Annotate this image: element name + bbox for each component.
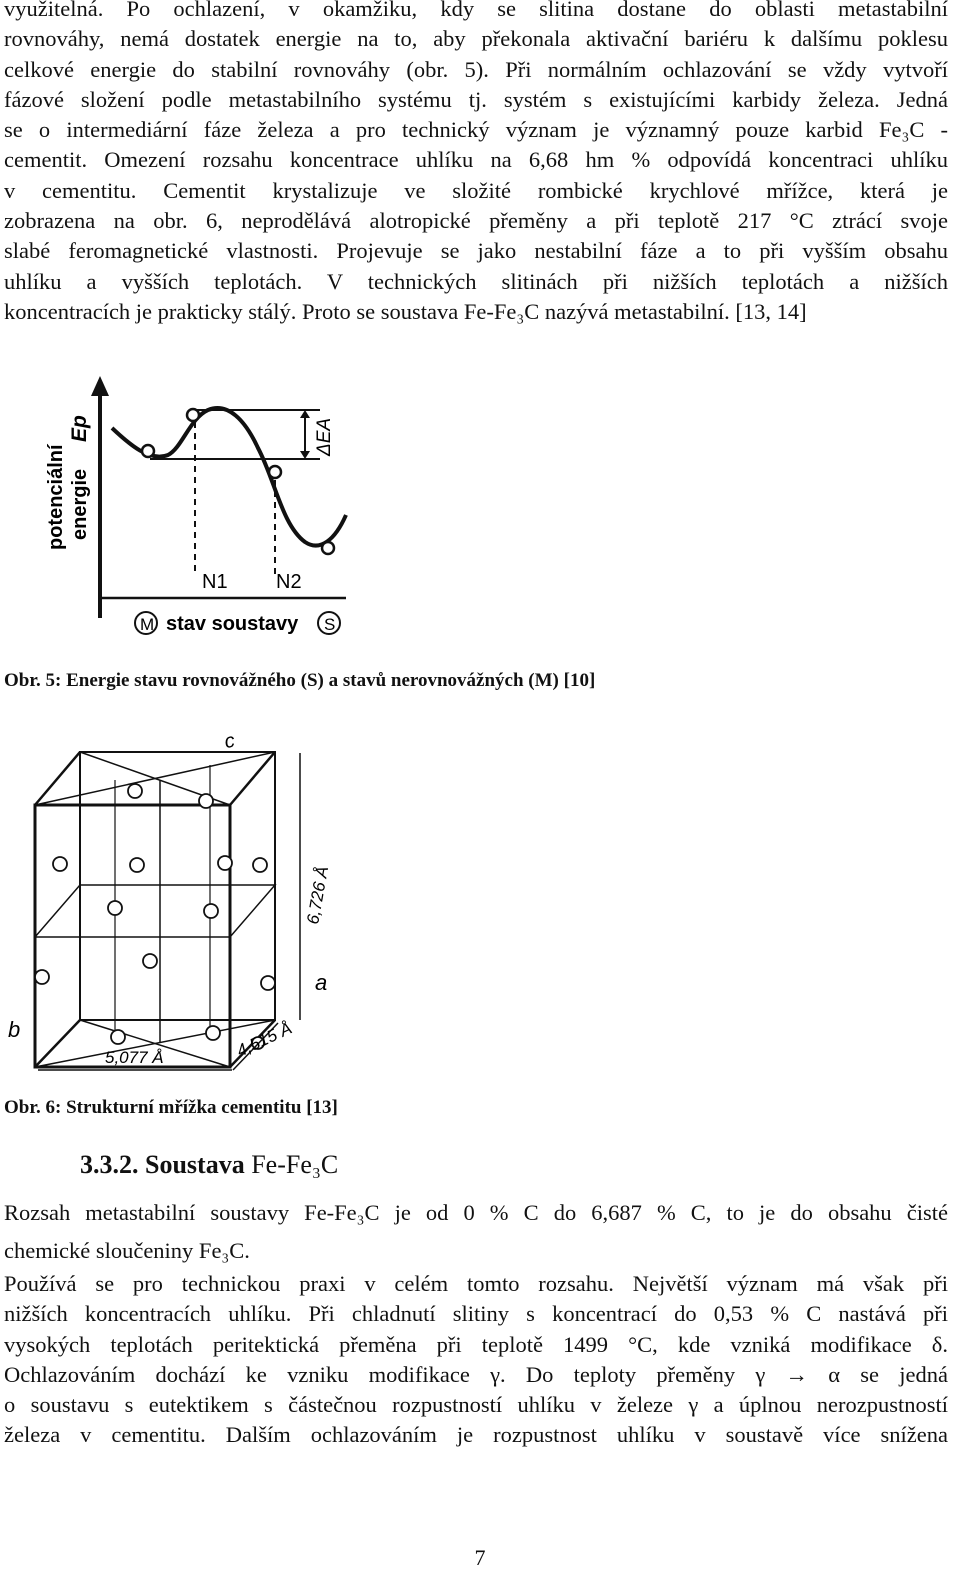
n2-label: N2 [276,571,302,593]
text-line: koncentracích je prakticky stálý. Proto se soustava Fe-Fe₃C nazývá metastabilní. [13, 14] [4,298,807,324]
figure5-caption: Obr. 5: Energie stavu rovnovážného (S) a stavů nerovnovážných (M) [10] [4,670,596,691]
text-line: se o intermediární fáze železa a pro technický význam je významný pouze karbid Fe₃C - [4,117,948,143]
page-number: 7 [474,1545,486,1570]
lattice-mid-plane [35,885,275,937]
axis-label-c: c [222,729,237,754]
section-title: Soustava [145,1150,245,1179]
text-line: fázové složení podle metastabilního systému tj. systém s existujícími karbidy železa. Jedná [4,86,948,112]
y-axis-symbol: Ep [68,415,91,442]
atom [130,858,144,872]
atom [261,976,275,990]
atom [108,901,122,915]
text-line: v cementitu. Cementit krystalizuje ve složité rombické krychlové mřížce, která je [4,177,948,203]
section-formula: Fe-Fe₃C [251,1150,339,1179]
energy-curve [112,408,346,545]
stable-ball [322,542,334,554]
metastable-ball [142,445,154,457]
marker-m-label: M [140,615,155,634]
lattice-back-face [80,752,275,1020]
text-line: o soustavu s eutektikem s částečnou rozpustností uhlíku v železe γ a úplnou nerozpustností [4,1392,948,1418]
atom [204,904,218,918]
dim-label-c: 6,726 Å [303,864,333,926]
dim-label-b: 5,077 Å [105,1048,164,1067]
text-line: Rozsah metastabilní soustavy Fe-Fe₃C je od 0 % C do 6,687 % C, to je do obsahu čisté [4,1200,948,1225]
text-line: rovnováhy, nemá dostatek energie na to, aby překonala aktivační bariéru k dalšímu poklesu [4,26,948,52]
atom [199,794,213,808]
cementite-lattice [0,725,360,1090]
lattice-front-face [35,805,230,1067]
text-line: využitelná. Po ochlazení, v okamžiku, kdy se slitina dostane do oblasti metastabilní [4,0,948,21]
text-line: železa v cementitu. Dalším ochlazováním je rozpustnost uhlíku v soustavě více snížena [4,1422,948,1448]
paragraph-range [4,1194,948,1270]
delta-arrow-up-icon [300,410,310,418]
figure6-caption: Obr. 6: Strukturní mřížka cementitu [13] [4,1097,338,1118]
text-line: chemické sloučeniny Fe₃C. [4,1238,250,1263]
section-heading [80,1150,338,1180]
atom [111,1030,125,1044]
atom [35,970,49,984]
dim-label-a: 4,515 Å [233,1018,295,1061]
text-line: nižších koncentracích uhlíku. Při chladnutí slitiny s koncentrací do 0,53 % C nastává při [4,1301,948,1327]
y-axis-label-2: energie [69,468,91,540]
atom [53,857,67,871]
delta-arrow-down-icon [300,451,310,459]
section-number: 3.3.2. [80,1150,139,1179]
atom [128,784,142,798]
marker-s-label: S [324,615,336,634]
atom [206,1026,220,1040]
text-line: Používá se pro technickou praxi v celém tomto rozsahu. Největší význam má však při [4,1271,948,1296]
barrier-ball [187,409,199,421]
atom [218,856,232,870]
text-line: vysokých teplotách peritektická přeměna při teplotě 1499 °C, kde vzniká modifikace δ. [4,1331,948,1357]
x-axis-label: stav soustavy [166,613,299,635]
text-line: zobrazena na obr. 6, neprodělává alotropické přeměny a při teplotě 217 °C ztrácí svoje [4,208,948,234]
axis-label-a: a [315,970,328,995]
text-line: Ochlazováním dochází ke vzniku modifikace γ. Do teploty přeměny γ → α se jedná [4,1361,948,1387]
text-line: cementit. Omezení rozsahu koncentrace uhlíku na 6,68 hm % odpovídá koncentraci uhlíku [4,147,948,173]
paragraph-usage [4,1269,948,1451]
energy-diagram [30,370,360,645]
atom [143,954,157,968]
text-line: slabé feromagnetické vlastnosti. Projevuje se jako nestabilní fáze a to při vyšším obsahu [4,238,948,264]
text-line: celkové energie do stabilní rovnováhy (obr. 5). Při normálním ochlazování se vždy vytvoří [4,56,948,82]
paragraph-intro [4,0,948,327]
y-axis-arrow-icon [91,376,109,396]
atom [253,858,267,872]
axis-label-b: b [8,1017,21,1042]
y-axis-label-1: potenciální [45,444,67,550]
delta-ea-label: ΔEA [314,417,335,456]
text-line: uhlíku a vyšších teplotách. V technických slitinách při nižších teplotách a nižších [4,268,948,294]
slope-ball [269,466,281,478]
n1-label: N1 [202,571,228,593]
